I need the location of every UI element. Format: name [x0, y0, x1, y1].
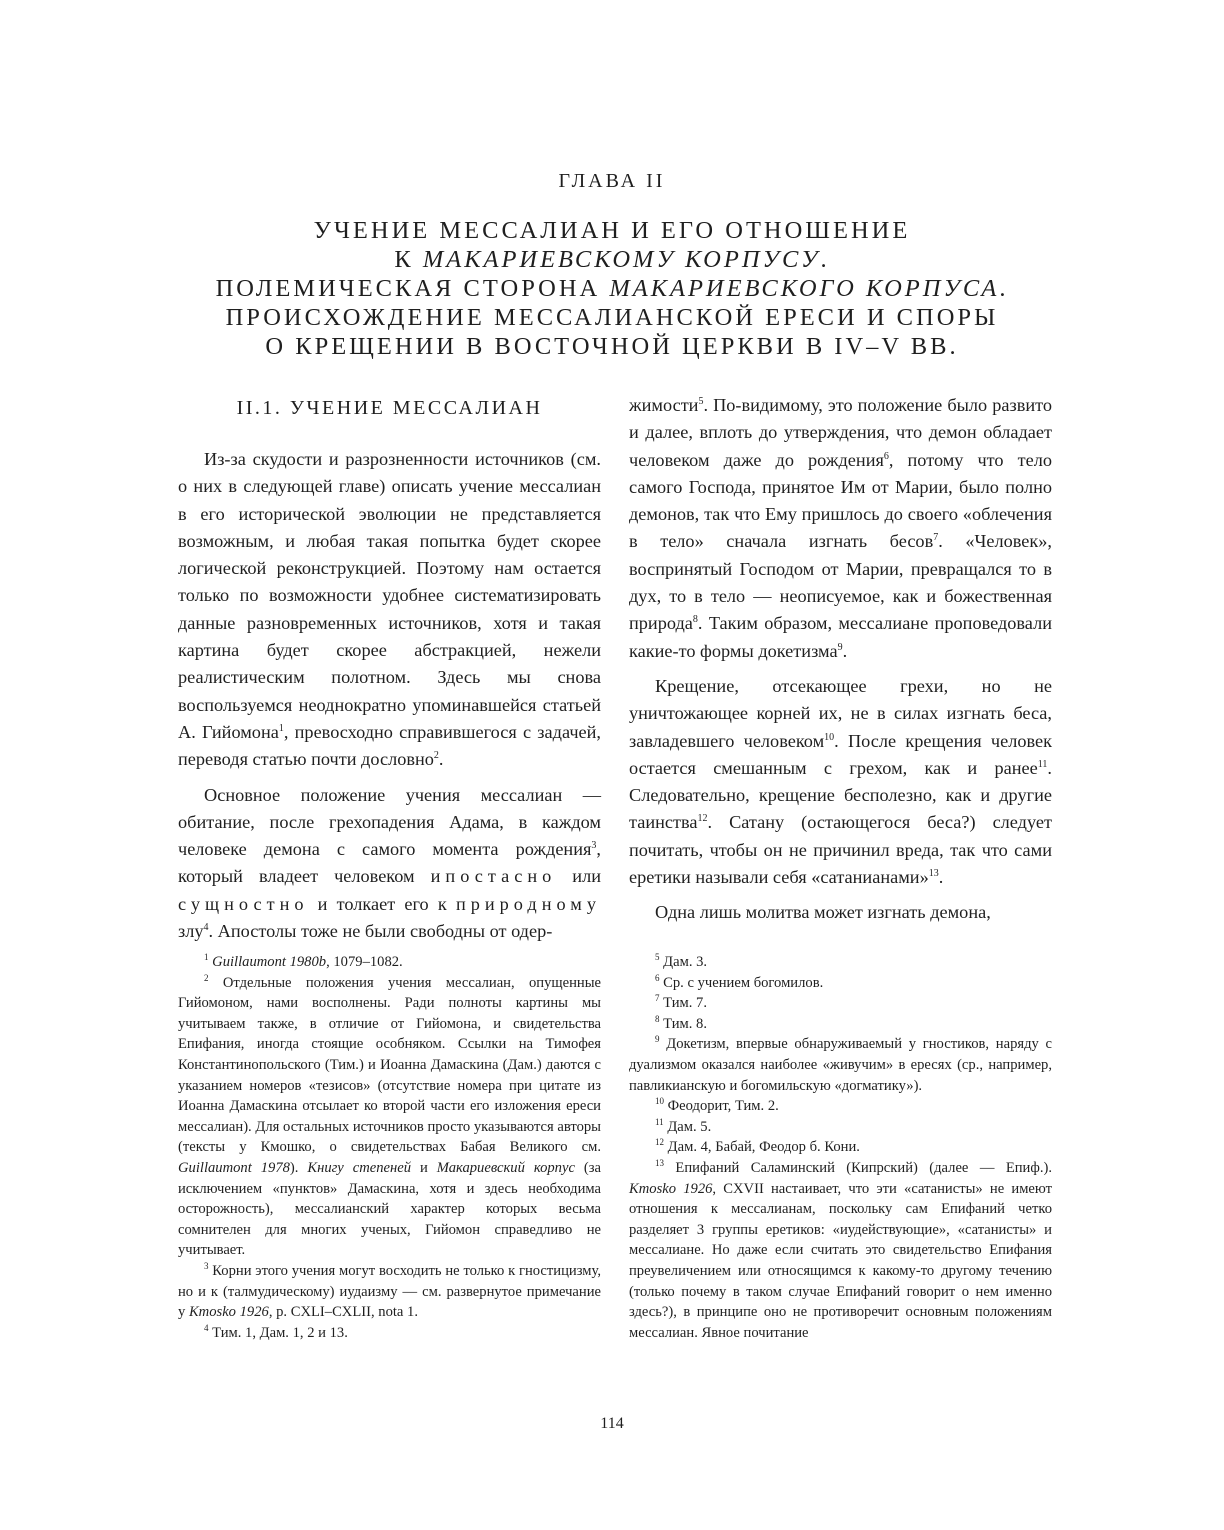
title-text: ПОЛЕМИЧЕСКАЯ СТОРОНА [215, 275, 610, 302]
footnote-13 [629, 1158, 1052, 1343]
chapter-title-line-2 [0, 245, 1224, 274]
chapter-title-line-5: О КРЕЩЕНИИ В ВОСТОЧНОЙ ЦЕРКВИ В IV–V ВВ. [265, 333, 959, 360]
title-text: . [820, 246, 830, 273]
title-text: . [999, 275, 1009, 302]
text-run: злу [178, 921, 204, 942]
title-italic: Макариевский корпус [436, 1159, 575, 1176]
text-run: . [842, 640, 848, 661]
footnote-number: 1 [204, 952, 209, 963]
text-run: Тим. 8. [663, 1015, 707, 1032]
footnote-number: 12 [655, 1137, 664, 1148]
chapter-title-line-3 [0, 274, 1224, 303]
citation-italic: Kmosko 1926 [629, 1180, 713, 1197]
text-run: и [411, 1159, 437, 1176]
text-run: Тим. 7. [663, 995, 707, 1012]
text-run: Дам. 4, Бабай, Феодор б. Кони. [667, 1139, 860, 1156]
footnote-ref: 4 [203, 921, 209, 933]
citation-italic: Kmosko 1926 [188, 1304, 269, 1321]
right-body-text [629, 392, 1052, 927]
footnote-ref: 9 [837, 641, 843, 653]
footnote-6 [629, 973, 1052, 994]
footnote-8 [629, 1014, 1052, 1035]
citation-italic: Guillaumont 1980b [212, 954, 327, 970]
footnote-12 [629, 1137, 1052, 1158]
footnote-number: 3 [204, 1261, 209, 1272]
footnote-ref: 12 [697, 813, 708, 825]
text-run: Корни этого учения могут восходить не только к гностицизму, но и к (талмудическому) иудаизму — см. развернутое примечание у [178, 1262, 601, 1321]
footnote-ref: 10 [824, 731, 835, 743]
title-italic: Книгу степеней [307, 1159, 412, 1176]
footnote-ref: 3 [591, 840, 597, 852]
text-run: и толкает его к [308, 893, 456, 914]
text-run: ). [289, 1159, 308, 1176]
text-run: . «Человек», воспринятый Господом от Марии, превращался то в дух, то в тело — неописуемое, как и божественная природа [629, 531, 1052, 634]
text-run: . Сатану (остающегося беса?) следует почитать, чтобы он не причинил вреда, так что сами еретики называли себя «сатанианами» [629, 812, 1052, 888]
title-text: К [394, 246, 423, 273]
footnote-3 [178, 1261, 601, 1323]
text-run: . [938, 867, 944, 888]
text-run: (за исключением «пунктов» Дамаскина, хотя и здесь необходима осторожность), мессалианский характер которых весьма сомнителен для многих ученых, Гийомон справедливо не учитывает. [178, 1159, 601, 1259]
footnote-2 [178, 973, 601, 1261]
section-title: II.1. УЧЕНИЕ МЕССАЛИАН [236, 397, 543, 419]
chapter-label: ГЛАВА II [558, 170, 666, 192]
text-run: , превосходно справившегося с задачей, переводя статью почти дословно [178, 721, 601, 770]
chapter-title [0, 216, 1224, 361]
spaced-emphasis: ипостасно [430, 866, 557, 887]
text-run: . По-видимому, это положение было развито и далее, вплоть до утверждения, что демон обладает человеком даже до рождения [629, 395, 1052, 470]
footnote-number: 11 [655, 1116, 664, 1127]
text-run: Докетизм, впервые обнаруживаемый у гностиков, наряду с дуализмом оказался наиболее «живучим» в ересях (ср., например, павликианскую и богомильскую «догматику»). [629, 1036, 1053, 1094]
text-run: Крещение, отсекающее грехи, но не уничтожающее корней их, не в силах изгнать беса, завладевшего человеком [629, 675, 1052, 751]
text-run: Тим. 1, Дам. 1, 2 и 13. [212, 1324, 348, 1341]
text-run: , 1079–1082. [326, 954, 403, 970]
footnote-ref: 2 [433, 750, 439, 762]
footnote-11 [629, 1117, 1052, 1138]
footnote-number: 13 [655, 1158, 664, 1169]
footnote-ref: 5 [698, 395, 704, 407]
footnote-number: 6 [655, 972, 660, 983]
footnote-10 [629, 1096, 1052, 1117]
left-column [178, 392, 601, 945]
text-run: , p. CXLI–CXLII, nota 1. [268, 1304, 418, 1321]
footnotes-right [629, 952, 1052, 1343]
text-run: Отдельные положения учения мессалиан, опущенные Гийомоном, нами восполнены. Ради полноты картины мы учитываем также, в отличие от Гийомона, и свидетельства Епифания, иногда стоящие особняком. Ссылки на Тимофея Константинопольского (Тим.) и Иоанна Дамаскина (Дам.) даются с указанием номеров «тезисов» (отсутствие номера при цитате из Иоанна Дамаскина отсылает ко второй части его изложения ереси мессалиан). Для остальных источников просто указываются авторы (тексты у Кмошко, о свидетельствах Бабая Великого см. [178, 974, 601, 1156]
text-run: . После крещения человек остается смешанным с грехом, как и ранее [629, 730, 1052, 778]
text-run: . Апостолы тоже не были свободны от одер- [208, 921, 553, 942]
paragraph [629, 392, 1052, 665]
text-run: . Следовательно, крещение бесполезно, как и другие таинства [629, 757, 1052, 833]
text-run: Из-за скудости и разрозненности источников (см. о них в следующей главе) описать учение мессалиан в его исторической эволюции не представляется возможным, и любая такая попытка будет скорее логической реконструкцией. Поэтому нам остается только по возможности удобнее систематизировать данные разновременных источников, хотя и такая картина будет скорее абстракцией, нежели реалистическим полотном. Здесь мы снова воспользуемся неоднократно упоминавшейся статьей А. Гийомона [178, 449, 601, 742]
text-run: или [556, 866, 601, 887]
text-run: Дам. 3. [663, 954, 708, 970]
footnote-ref: 7 [933, 532, 939, 544]
footnote-5 [629, 952, 1052, 973]
footnote-number: 4 [204, 1322, 209, 1333]
spaced-emphasis: сущностно [178, 893, 309, 914]
text-run: Ср. с учением богомилов. [663, 974, 824, 991]
paragraph [178, 446, 601, 774]
footnotes-left [178, 952, 601, 1343]
footnote-number: 8 [655, 1013, 660, 1024]
text-run: жимости [629, 395, 699, 415]
chapter-title-line-1: УЧЕНИЕ МЕССАЛИАН И ЕГО ОТНОШЕНИЕ [313, 217, 911, 244]
paragraph [629, 673, 1052, 891]
footnote-ref: 1 [278, 722, 284, 734]
text-run: Епифаний Саламинский (Кипрский) (далее — Епиф.). [675, 1159, 1052, 1176]
footnote-4 [178, 1323, 601, 1344]
text-run: . Таким образом, мессалиане проповедовали какие-то формы докетизма [629, 613, 1052, 661]
footnote-number: 2 [204, 972, 209, 983]
footnote-7 [629, 993, 1052, 1014]
citation-italic: Guillaumont 1978 [178, 1159, 290, 1176]
paragraph [178, 782, 601, 946]
footnote-number: 5 [655, 952, 660, 963]
footnote-ref: 13 [928, 867, 939, 879]
text-run: Феодорит, Тим. 2. [667, 1098, 779, 1115]
text-run: . [438, 749, 444, 770]
spaced-emphasis: природному [455, 893, 601, 914]
footnote-ref: 11 [1037, 758, 1048, 770]
right-column [629, 392, 1052, 927]
paragraph: Одна лишь молитва может изгнать демона, [655, 902, 991, 923]
footnote-number: 10 [655, 1096, 664, 1107]
text-run: , который владеет человеком [178, 839, 601, 887]
footnote-number: 9 [655, 1034, 660, 1045]
text-run: Дам. 5. [667, 1118, 712, 1135]
title-italic-text: МАКАРИЕВСКОГО КОРПУСА [609, 275, 1000, 302]
chapter-title-line-4: ПРОИСХОЖДЕНИЕ МЕССАЛИАНСКОЙ ЕРЕСИ И СПОРЫ [225, 304, 999, 331]
title-italic-text: МАКАРИЕВСКОМУ КОРПУСУ [422, 246, 821, 273]
text-run: Основное положение учения мессалиан — обитание, после грехопадения Адама, в каждом человеке демона с самого момента рождения [178, 784, 601, 860]
footnote-number: 7 [655, 993, 660, 1004]
footnote-ref: 6 [883, 450, 889, 462]
text-run: , CXVII настаивает, что эти «сатанисты» не имеют отношения к мессалианам, поскольку сам Епифаний четко разделяет 3 группы еретиков: «иудействующие», «сатанисты» и мессалиане. Но даже если считать это свидетельство Епифания преувеличением или относящимся к какому-то другому течению (только почему в таком случае Епифаний говорит о нем именно здесь?), в принципе оно не противоречит основным положениям мессалиан. Явное почитание [629, 1180, 1052, 1341]
footnote-1 [178, 952, 601, 973]
footnote-9 [629, 1034, 1052, 1096]
text-run: , потому что тело самого Господа, принятое Им от Марии, было полно демонов, так что Ему пришлось до своего «облечения в тело» сначала изгнать бесов [629, 449, 1052, 552]
left-body-text [178, 446, 601, 945]
footnote-ref: 8 [692, 614, 698, 626]
page-number: 114 [600, 1415, 624, 1432]
